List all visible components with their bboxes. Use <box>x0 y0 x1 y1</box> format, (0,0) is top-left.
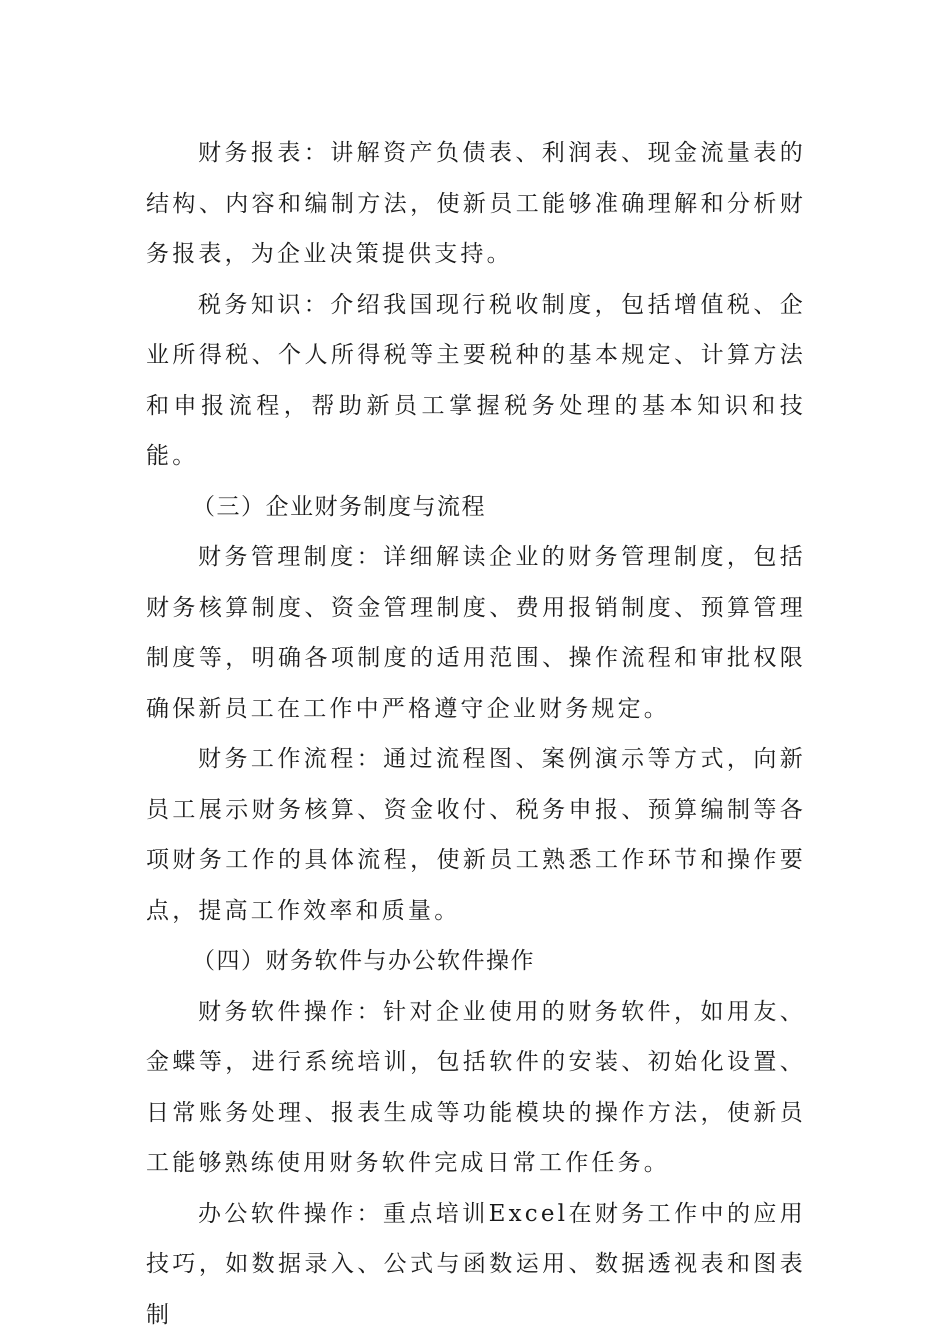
paragraph-financial-statements: 财务报表：讲解资产负债表、利润表、现金流量表的结构、内容和编制方法，使新员工能够准确理解和分析财务报表，为企业决策提供支持。 <box>146 140 806 267</box>
section-heading-financial-system: （三）企业财务制度与流程 <box>192 493 486 520</box>
document-body <box>146 128 806 1340</box>
paragraph-tax-knowledge: 税务知识：介绍我国现行税收制度，包括增值税、企业所得税、个人所得税等主要税种的基本规定、计算方法和申报流程，帮助新员工掌握税务处理的基本知识和技能。 <box>146 291 806 469</box>
section-heading-software-operation: （四）财务软件与办公软件操作 <box>192 948 535 974</box>
paragraph-financial-management-system: 财务管理制度：详细解读企业的财务管理制度，包括财务核算制度、资金管理制度、费用报销制度、预算管理制度等，明确各项制度的适用范围、操作流程和审批权限确保新员工在工作中严格遵守企业财务规定。 <box>146 544 806 722</box>
paragraph-office-software: 办公软件操作：重点培训Excel在财务工作中的应用技巧，如数据录入、公式与函数运用、数据透视表和图表制 <box>146 1200 806 1328</box>
paragraph-financial-software: 财务软件操作：针对企业使用的财务软件，如用友、金蝶等，进行系统培训，包括软件的安装、初始化设置、日常账务处理、报表生成等功能模块的操作方法，使新员工能够熟练使用财务软件完成日常工作任务。 <box>146 998 806 1176</box>
paragraph-financial-workflow: 财务工作流程：通过流程图、案例演示等方式，向新员工展示财务核算、资金收付、税务申报、预算编制等各项财务工作的具体流程，使新员工熟悉工作环节和操作要点，提高工作效率和质量。 <box>146 746 806 924</box>
